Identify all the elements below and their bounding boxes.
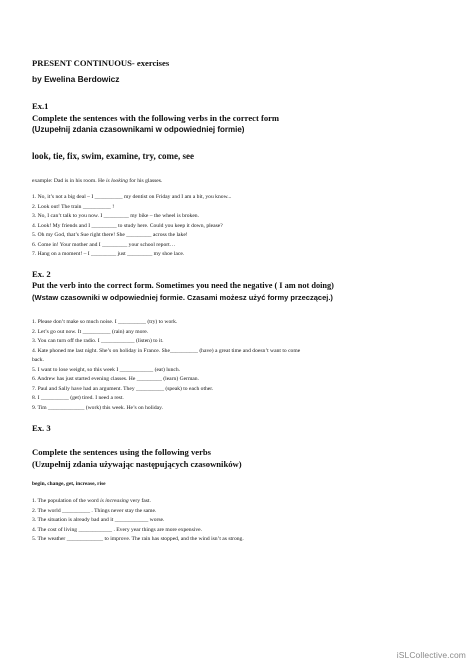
ex2-item: 3. You can turn off the radio. I ____________ (listen) to it. (32, 338, 164, 344)
ex2-item: 6. Andrew has just started evening classes. He _________ (learn) German. (32, 376, 199, 382)
ex2-item: 2. Let’s go out now. It __________ (rain) any more. (32, 328, 149, 335)
ex2-instruction-en: Put the verb into the correct form. Sometimes you need the negative ( I am not doing) (32, 281, 334, 290)
ex1-instruction-en: Complete the sentences with the following verbs in the correct form (32, 113, 280, 123)
ex1-item: 5. Oh my God, that’s Sue right there! She _________ across the lake! (32, 232, 188, 238)
ex3-heading: Ex. 3 (32, 423, 51, 433)
islcollective-watermark: iSLCollective.com (396, 650, 466, 660)
ex2-item: 5. I want to lose weight, so this week I ____________ (eat) lunch. (32, 366, 181, 373)
ex3-item: 5. The weather _____________ to improve. The rain has stopped, and the wind isn’t as strong. (32, 536, 244, 542)
ex3-item: 4. The cost of living ____________ . Every year things are more expensive. (32, 526, 203, 533)
ex1-example-suffix: for his glasses. (127, 178, 163, 184)
ex2-item: 1. Please don’t make so much noise. I __________ (try) to work. (32, 319, 178, 325)
ex3-item: 3. The situation is already bad and it ____________ worse. (32, 517, 165, 523)
ex1-item: 6. Come in! Your mother and I _________ your school report… (32, 241, 176, 248)
ex2-item: 9. Tim _____________ (work) this week. He’s on holiday. (32, 404, 163, 411)
ex1-instruction-pl: (Uzupełnij zdania czasownikami w odpowiedniej formie) (32, 125, 245, 134)
worksheet-title: PRESENT CONTINUOUS- exercises (32, 58, 170, 68)
ex2-heading: Ex. 2 (32, 269, 51, 279)
ex1-item: 1. No, it’s not a big deal – I __________ my dentist on Friday and I am a bit, you know... (32, 194, 232, 200)
author-line: by Ewelina Berdowicz (32, 74, 120, 84)
ex3-item-example (32, 498, 151, 504)
ex1-item: 4. Look! My friends and I _________ to study here. Could you keep it down, please? (32, 222, 223, 229)
ex1-example (32, 178, 162, 184)
ex3-item: 2. The world __________ . Things never stay the same. (32, 507, 157, 514)
ex1-verb-list: look, tie, fix, swim, examine, try, come, see (32, 151, 194, 161)
ex2-item: 4. Kate phoned me last night. She’s on holiday in France. She__________ (have) a great time and doesn’t want to come (32, 347, 301, 354)
ex1-item: 7. Hang on a moment! – I _________ just _________ my shoe lace. (32, 251, 185, 257)
ex3-instruction-pl: (Uzupełnij zdania używając następujących czasowników) (32, 459, 242, 469)
ex3-instruction-en: Complete the sentences using the following verbs (32, 447, 212, 457)
ex3-item1-suffix: very fast. (128, 498, 151, 504)
ex3-item1-prefix: 1. The population of the word (32, 498, 101, 504)
ex1-item: 3. No, I can’t talk to you now. I _________ my bike – the wheel is broken. (32, 213, 200, 219)
ex2-item-continued: back. (32, 357, 44, 363)
ex3-item1-answer: is increasing (100, 498, 129, 504)
ex2-instruction-pl: (Wstaw czasowniki w odpowiedniej formie. Czasami możesz użyć formy przeczącej.) (32, 293, 333, 302)
ex3-verb-list: begin, change, get, increase, rise (32, 481, 106, 487)
ex2-item: 8. I __________ (get) tired. I need a rest. (32, 395, 124, 401)
ex1-example-prefix: example: Dad is in his room. He (32, 178, 106, 184)
ex2-item: 7. Paul and Sally have had an argument. They __________ (speak) to each other. (32, 385, 214, 392)
ex1-heading: Ex.1 (32, 101, 49, 111)
ex1-item: 2. Look out! The train __________ ! (32, 203, 115, 210)
ex1-example-answer: is looking (105, 178, 128, 184)
